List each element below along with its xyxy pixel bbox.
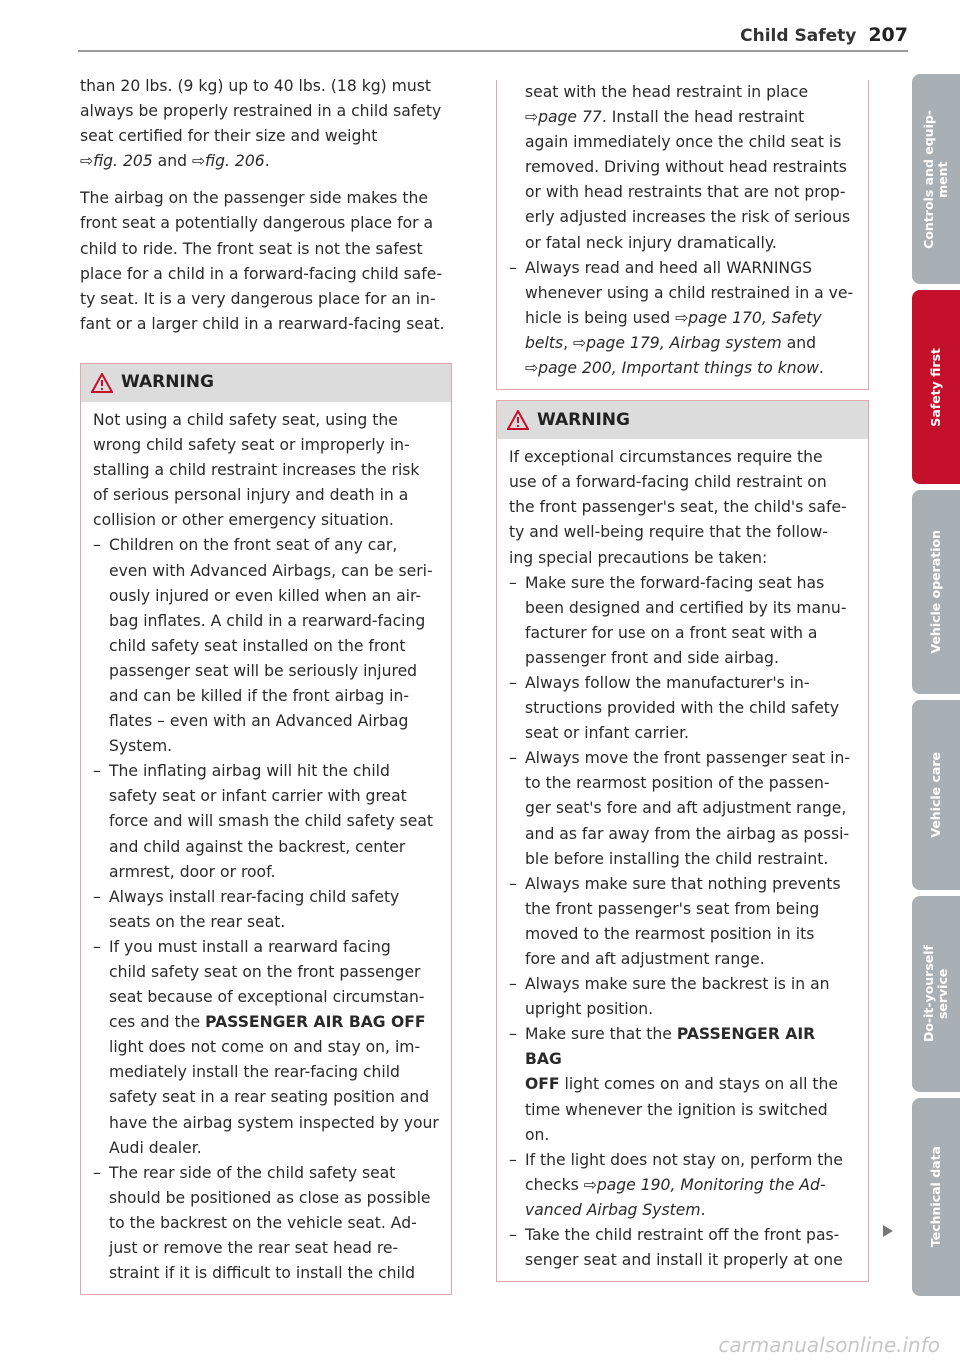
warning-continuation-box	[496, 80, 869, 390]
page-190-link[interactable]: ⇨page 190, Monitoring the Ad-	[583, 1175, 826, 1194]
text-line: or fatal neck injury dramatically.	[525, 233, 777, 252]
text-line: use of a forward-facing child restraint on	[509, 473, 827, 492]
text-line: removed. Driving without head restraints	[525, 158, 847, 177]
list-item: – Take the child restraint off the front pas- senger seat and install it properly at one	[509, 1226, 843, 1270]
page-header	[740, 24, 908, 46]
list-item: – If you must install a rearward facing child safety seat on the front passenger seat because of exceptional circumstan- ces and the PASSENGER AIR BAG OFF light does not come on and stay on, im- mediately install the rear-facing child safety seat in a rear seating position and have the airbag system inspected by your Audi dealer.	[93, 937, 439, 1157]
tab-vehicle-operation[interactable]: Vehicle operation	[912, 490, 960, 694]
off-label: OFF	[525, 1075, 560, 1094]
text-line: fant or a larger child in a rearward-facing seat.	[80, 314, 445, 333]
text-line: ty and well-being require that the follow-	[509, 523, 828, 542]
text-line: ty seat. It is a very dangerous place for an in-	[80, 289, 436, 308]
list-item: – Always read and heed all WARNINGS whenever using a child restrained in a ve- hicle is being used ⇨page 170, Safety belts, ⇨page 179, Airbag system and ⇨page 200, Important things to know.	[509, 258, 854, 378]
list-item: – Always move the front passenger seat in- to the rearmost position of the passen- ger seat's fore and aft adjustment range, and as far away from the airbag as possi- ble before installing the child restraint.	[509, 749, 850, 868]
text-line: seat certified for their size and weight	[80, 127, 378, 146]
page-200-link[interactable]: ⇨page 200, Important things to know	[525, 359, 819, 378]
page-190-link-cont[interactable]: vanced Airbag System	[525, 1200, 701, 1219]
text-line: place for a child in a forward-facing child safe-	[80, 264, 442, 283]
list-item: – Always make sure that nothing prevents the front passenger's seat from being moved to the rearmost position in its fore and aft adjustment range.	[509, 874, 841, 968]
warning-triangle-icon	[507, 410, 529, 430]
tab-vehicle-care[interactable]: Vehicle care	[912, 700, 960, 890]
warning-body	[497, 439, 868, 1281]
text-line: front seat a potentially dangerous place for a	[80, 214, 434, 233]
watermark-footer: carmanualsonline.info	[718, 1333, 940, 1357]
text-line: child to ride. The front seat is not the safest	[80, 239, 423, 258]
left-column	[80, 74, 452, 1295]
page-77-link[interactable]: ⇨page 77	[525, 108, 602, 127]
conjunction: and	[152, 152, 192, 171]
list-item: – Always install rear-facing child safety seats on the rear seat.	[93, 887, 400, 931]
page-number: 207	[868, 24, 908, 46]
list-item: – Make sure that the PASSENGER AIR BAG OFF light comes on and stays on all the time whenever the ignition is switched on.	[509, 1025, 838, 1144]
text-line: ⇨page 77. Install the head restraint	[525, 108, 805, 127]
fig-205-link[interactable]: ⇨fig. 205	[80, 152, 153, 171]
warning-header	[81, 364, 451, 402]
airbag-paragraph	[80, 186, 452, 337]
figure-reference-line	[80, 149, 452, 174]
list-item: – The rear side of the child safety seat should be positioned as close as possible to the backrest on the vehicle seat. Ad- just or remove the rear seat head re- straint if it is difficult to install the child	[93, 1163, 431, 1283]
header-rule	[78, 50, 908, 52]
tab-safety-first[interactable]: Safety first	[912, 290, 960, 484]
page-179-link[interactable]: ⇨page 179, Airbag system	[573, 333, 782, 352]
text-line: or with head restraints that are not prop-	[525, 183, 846, 202]
text-line: erly adjusted increases the risk of serious	[525, 208, 851, 227]
text-line: the front passenger's seat, the child's safe-	[509, 498, 847, 517]
text-line: collision or other emergency situation.	[93, 511, 394, 530]
warning-header	[497, 401, 868, 439]
list-item: – Children on the front seat of any car, even with Advanced Airbags, can be seri- ously injured or even killed when an air- bag inflates. A child in a rearward-facing child safety seat installed on the front passenger seat will be seriously injured and can be killed if the front airbag in- flates – even with an Advanced Airbag System.	[93, 536, 433, 756]
text-line: ing special precautions be taken:	[509, 548, 768, 567]
warning-box-2	[496, 400, 869, 1282]
list-item: – Always follow the manufacturer's in- structions provided with the child safety seat or infant carrier.	[509, 673, 840, 743]
passenger-airbag-off-label: PASSENGER AIR BAG OFF	[205, 1013, 426, 1032]
continue-arrow-icon[interactable]	[882, 1224, 894, 1238]
warning-label: WARNING	[121, 372, 214, 393]
section-title: Child Safety	[740, 26, 857, 46]
text-line: of serious personal injury and death in a	[93, 486, 409, 505]
text-line: always be properly restrained in a child safety	[80, 102, 442, 121]
tab-technical-data[interactable]: Technical data	[912, 1098, 960, 1296]
intro-paragraph	[80, 74, 452, 174]
text-line: than 20 lbs. (9 kg) up to 40 lbs. (18 kg) must	[80, 77, 431, 95]
list-item: – Make sure the forward-facing seat has been designed and certified by its manu- facturer for use on a front seat with a passenger front and side airbag.	[509, 573, 847, 667]
tab-do-it-yourself-service[interactable]: Do-it-yourself service	[912, 896, 960, 1092]
text-line: If exceptional circumstances require the	[509, 448, 823, 467]
text-line: seat with the head restraint in place	[525, 83, 809, 101]
warning-triangle-icon	[91, 373, 113, 393]
list-item: – If the light does not stay on, perform the checks ⇨page 190, Monitoring the Ad- vanced Airbag System.	[509, 1150, 843, 1219]
right-column	[496, 80, 869, 1282]
passenger-airbag-label: PASSENGER AIR BAG	[525, 1025, 816, 1069]
page-170-link-cont[interactable]: belts	[525, 333, 564, 352]
text-line: wrong child safety seat or improperly in-	[93, 436, 410, 455]
tab-controls-and-equipment[interactable]: Controls and equip- ment	[912, 74, 960, 284]
list-item: – Always make sure the backrest is in an upright position.	[509, 975, 830, 1019]
warning-label: WARNING	[537, 409, 630, 430]
warning-body	[81, 402, 451, 1294]
text-line: stalling a child restraint increases the risk	[93, 461, 420, 480]
list-item: – The inflating airbag will hit the child safety seat or infant carrier with great force and will smash the child safety seat and child against the backrest, center armrest, door or roof.	[93, 762, 434, 881]
text-line: The airbag on the passenger side makes the	[80, 189, 428, 208]
text-line: again immediately once the child seat is	[525, 133, 842, 152]
fig-206-link[interactable]: ⇨fig. 206	[191, 152, 265, 171]
period: .	[264, 152, 270, 171]
continuation-body	[497, 80, 868, 389]
page-170-link[interactable]: ⇨page 170, Safety	[675, 308, 822, 327]
text-line: Not using a child safety seat, using the	[93, 410, 398, 429]
warning-box	[80, 363, 452, 1295]
